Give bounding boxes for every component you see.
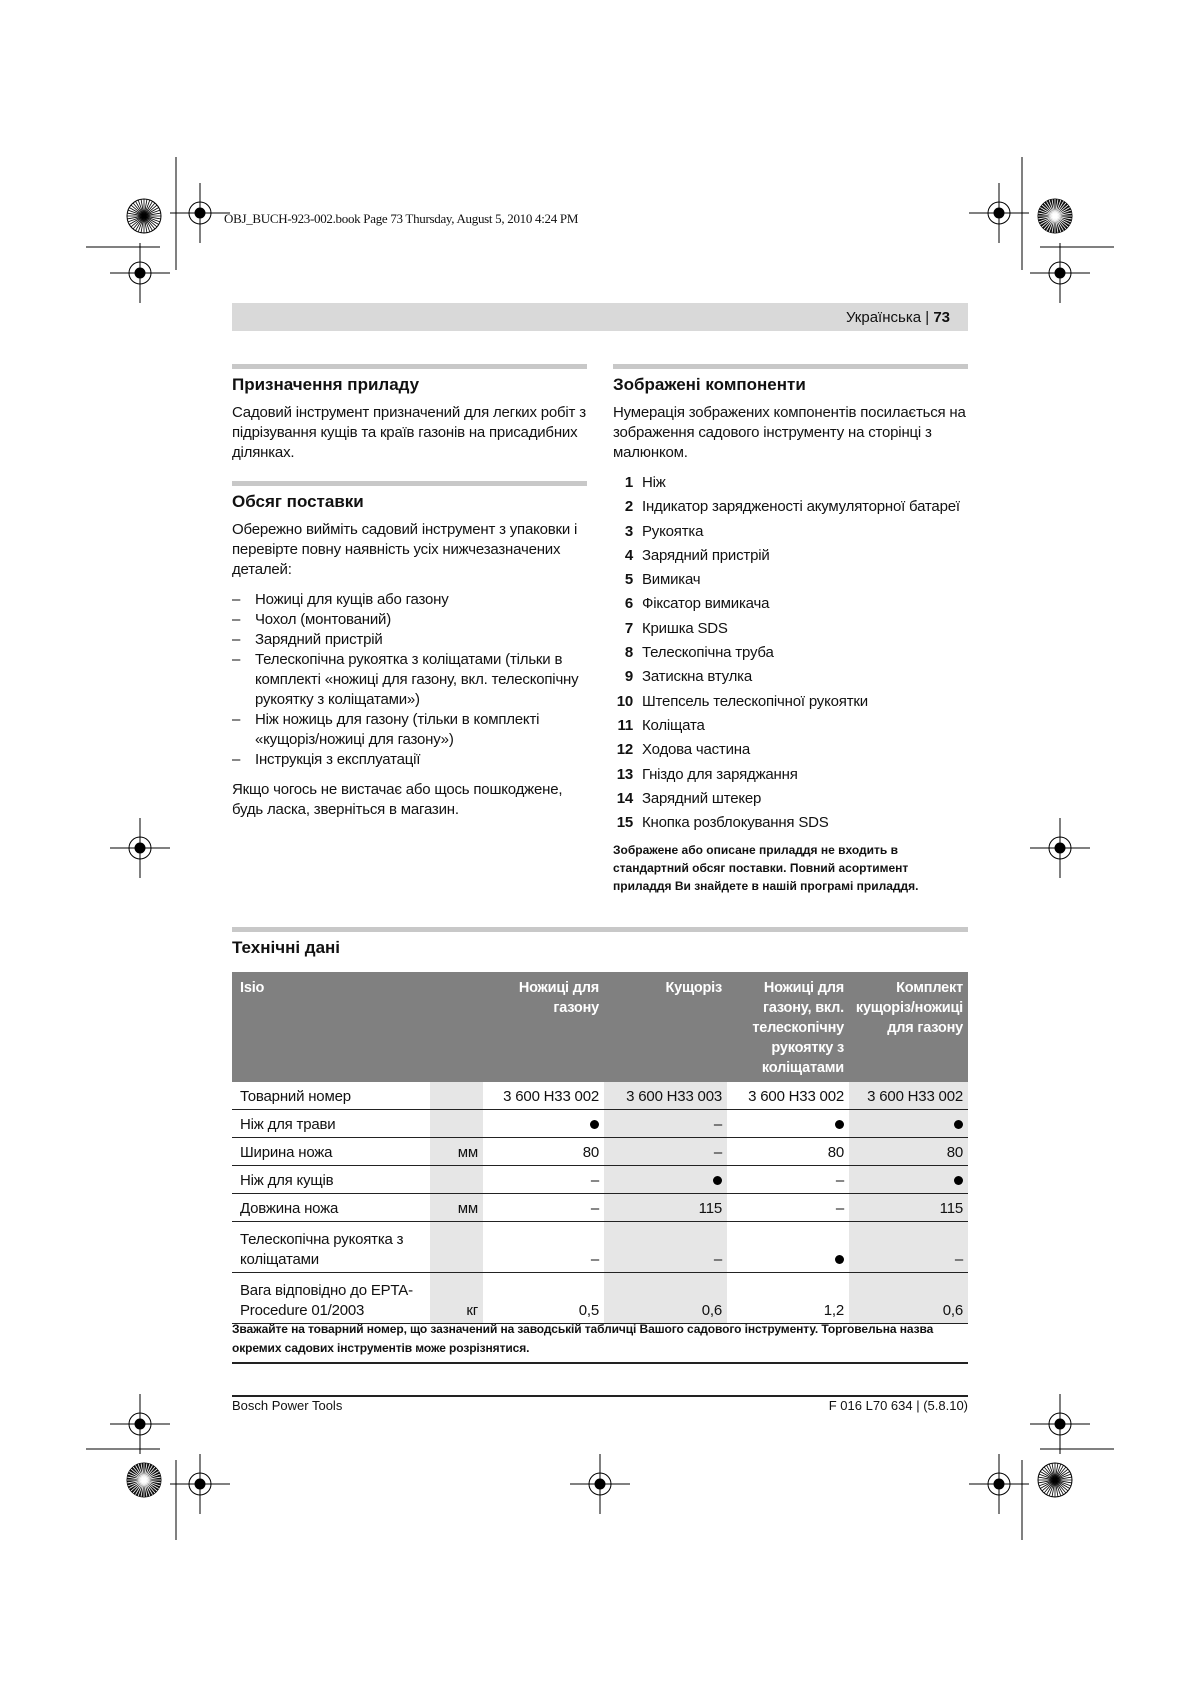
component-item — [613, 643, 968, 663]
delivery-heading: Обсяг поставки — [232, 492, 364, 511]
bullet-icon — [954, 1176, 963, 1185]
component-number: 3 — [624, 522, 633, 540]
component-item — [613, 789, 968, 809]
star-target-icon — [1038, 199, 1072, 233]
component-number: 2 — [624, 498, 633, 516]
row-value: – — [483, 1166, 604, 1194]
row-label: Вага відповідно до EPTA-Procedure 01/2003 — [232, 1273, 430, 1324]
component-label: Зарядний пристрій — [642, 546, 770, 564]
component-label: Рукоятка — [642, 522, 704, 540]
row-value: – — [849, 1222, 968, 1273]
component-label: Штепсель телескопічної рукоятки — [642, 692, 868, 710]
included-dot — [727, 1222, 849, 1273]
component-number: 5 — [624, 571, 633, 589]
row-value: 3 600 H33 002 — [849, 1082, 968, 1110]
row-unit — [430, 1166, 483, 1194]
component-item — [613, 546, 968, 566]
crosshair-mark-icon — [110, 818, 170, 878]
row-unit — [430, 1222, 483, 1273]
component-number: 9 — [624, 668, 633, 686]
component-item — [613, 497, 968, 517]
component-item — [613, 740, 968, 760]
component-item — [613, 594, 968, 614]
crosshair-mark-icon — [969, 1454, 1029, 1514]
bullet-icon — [835, 1120, 844, 1129]
component-number: 10 — [616, 692, 633, 710]
crosshair-mark-icon — [170, 1454, 230, 1514]
crosshair-mark-icon — [969, 183, 1029, 243]
page-header-bar — [232, 303, 968, 331]
left-column — [232, 364, 587, 830]
delivery-outro: Якщо чогось не вистачає або щось пошкоджене, будь ласка, зверніться в магазин. — [232, 781, 563, 818]
table-row — [232, 1082, 968, 1110]
component-number: 6 — [624, 595, 633, 613]
tech-section — [232, 927, 968, 966]
print-slug: OBJ_BUCH-923-002.book Page 73 Thursday, August 5, 2010 4:24 PM — [224, 211, 579, 226]
row-label: Ніж для трави — [232, 1110, 430, 1138]
page-number: 73 — [933, 309, 950, 326]
crosshair-mark-icon — [170, 183, 230, 243]
component-label: Телескопічна труба — [642, 644, 774, 662]
row-label: Ніж для кущів — [232, 1166, 430, 1194]
row-unit: мм — [430, 1138, 483, 1166]
footer-divider — [232, 1395, 968, 1397]
table-row — [232, 1222, 968, 1273]
row-label: Телескопічна рукоятка з коліщатами — [232, 1222, 430, 1273]
section-divider — [613, 364, 968, 369]
delivery-list — [232, 590, 587, 770]
table-header-cell: Ножиці для газону, вкл. телескопічну рукоятку з коліщатами — [727, 972, 849, 1082]
included-dot — [604, 1166, 727, 1194]
table-header-cell: Ножиці для газону — [483, 972, 604, 1082]
delivery-item: – Телескопічна рукоятка з коліщатами (тільки в комплекті «ножиці для газону, вкл. телескопічну рукоятку з коліщатами») — [232, 650, 587, 710]
crosshair-mark-icon — [1030, 818, 1090, 878]
table-header-cell — [430, 972, 483, 1082]
delivery-item: – Зарядний пристрій — [232, 630, 587, 650]
right-column — [613, 364, 968, 895]
section-divider — [232, 927, 968, 932]
components-intro: Нумерація зображених компонентів посилається на зображення садового інструменту на сторінці з малюнком. — [613, 404, 966, 461]
row-unit: мм — [430, 1194, 483, 1222]
header-separator: | — [925, 309, 930, 326]
section-divider — [232, 364, 587, 369]
component-label: Індикатор зарядженості акумуляторної батареї — [642, 498, 960, 516]
component-label: Ніж — [642, 474, 666, 491]
component-label: Коліщата — [642, 716, 705, 734]
row-value: 3 600 H33 003 — [604, 1082, 727, 1110]
component-label: Кришка SDS — [642, 619, 728, 637]
component-item — [613, 813, 968, 833]
bullet-icon — [590, 1120, 599, 1129]
table-footnote: Зважайте на товарний номер, що зазначений на заводській табличці Вашого садового інструменту. Торговельна назва окремих садових інструментів може розрізнятися. — [232, 1320, 968, 1364]
table-row — [232, 1273, 968, 1324]
component-number: 14 — [616, 789, 633, 807]
delivery-item: – Ножиці для кущів або газону — [232, 590, 587, 610]
component-item — [613, 667, 968, 687]
star-target-icon — [1038, 1463, 1072, 1497]
included-dot — [849, 1166, 968, 1194]
component-item — [613, 570, 968, 590]
footer-doc-number: F 016 L70 634 | (5.8.10) — [828, 1398, 968, 1413]
component-item — [613, 473, 968, 493]
delivery-intro: Обережно вийміть садовий інструмент з упаковки і перевірте повну наявність усіх нижчезазначених деталей: — [232, 521, 578, 578]
row-value: 115 — [849, 1194, 968, 1222]
component-item — [613, 522, 968, 542]
purpose-text: Садовий інструмент призначений для легких робіт з підрізування кущів та країв газонів на присадибних ділянках. — [232, 404, 586, 461]
row-label: Товарний номер — [232, 1082, 430, 1110]
row-unit — [430, 1110, 483, 1138]
bullet-icon — [954, 1120, 963, 1129]
component-label: Вимикач — [642, 571, 701, 589]
row-value: – — [604, 1138, 727, 1166]
crosshair-mark-icon — [110, 1394, 170, 1454]
included-dot — [483, 1110, 604, 1138]
tech-data-table — [232, 972, 968, 1324]
crosshair-mark-icon — [1030, 1394, 1090, 1454]
component-number: 15 — [616, 814, 633, 832]
component-number: 1 — [624, 474, 633, 491]
row-value: 0,5 — [483, 1273, 604, 1324]
table-header-cell: Комплект кущоріз/ножиці для газону — [849, 972, 968, 1082]
component-label: Зарядний штекер — [642, 789, 762, 807]
component-label: Затискна втулка — [642, 668, 753, 686]
header-language: Українська — [845, 309, 922, 326]
row-value: 3 600 H33 002 — [727, 1082, 849, 1110]
row-value: 80 — [483, 1138, 604, 1166]
included-dot — [727, 1110, 849, 1138]
crosshair-mark-icon — [570, 1454, 630, 1514]
crosshair-mark-icon — [110, 243, 170, 303]
star-target-icon — [127, 199, 161, 233]
row-unit: кг — [430, 1273, 483, 1324]
components-list — [613, 473, 968, 833]
component-label: Фіксатор вимикача — [642, 595, 770, 613]
row-value: – — [604, 1110, 727, 1138]
tech-heading: Технічні дані — [232, 938, 341, 957]
component-number: 4 — [624, 546, 633, 564]
component-number: 7 — [624, 619, 633, 637]
footer-brand: Bosch Power Tools — [232, 1398, 343, 1413]
row-value: 80 — [727, 1138, 849, 1166]
row-label: Довжина ножа — [232, 1194, 430, 1222]
section-divider — [232, 481, 587, 486]
row-value: 1,2 — [727, 1273, 849, 1324]
component-item — [613, 765, 968, 785]
component-number: 12 — [616, 741, 633, 759]
component-label: Ходова частина — [642, 741, 750, 759]
component-number: 11 — [617, 716, 633, 734]
table-row — [232, 1138, 968, 1166]
row-value: – — [727, 1194, 849, 1222]
row-value: – — [483, 1222, 604, 1273]
component-number: 8 — [624, 644, 633, 662]
row-value: – — [483, 1194, 604, 1222]
row-value: 80 — [849, 1138, 968, 1166]
row-value: – — [604, 1222, 727, 1273]
components-heading: Зображені компоненти — [613, 375, 806, 394]
component-number: 13 — [616, 765, 633, 783]
component-item — [613, 692, 968, 712]
table-header-cell: Кущоріз — [604, 972, 727, 1082]
crosshair-mark-icon — [1030, 243, 1090, 303]
bullet-icon — [835, 1255, 844, 1264]
row-unit — [430, 1082, 483, 1110]
table-header-row — [232, 972, 968, 1082]
row-value: 0,6 — [604, 1273, 727, 1324]
row-value: 3 600 H33 002 — [483, 1082, 604, 1110]
table-row — [232, 1194, 968, 1222]
component-item — [613, 619, 968, 639]
component-label: Кнопка розблокування SDS — [642, 814, 829, 832]
delivery-item: – Інструкція з експлуатації — [232, 750, 587, 770]
bullet-icon — [713, 1176, 722, 1185]
delivery-item: – Ніж ножиць для газону (тільки в комплекті «кущоріз/ножиці для газону») — [232, 710, 587, 750]
included-dot — [849, 1110, 968, 1138]
table-row — [232, 1110, 968, 1138]
purpose-heading: Призначення приладу — [232, 375, 420, 394]
row-value: 0,6 — [849, 1273, 968, 1324]
row-value: – — [727, 1166, 849, 1194]
component-label: Гніздо для заряджання — [642, 765, 798, 783]
component-item — [613, 716, 968, 736]
star-target-icon — [127, 1463, 161, 1497]
table-row — [232, 1166, 968, 1194]
delivery-item: – Чохол (монтований) — [232, 610, 587, 630]
accessories-note: Зображене або описане приладдя не входить в стандартний обсяг поставки. Повний асортимент приладдя Ви знайдете в нашій програмі приладдя. — [613, 843, 919, 894]
row-value: 115 — [604, 1194, 727, 1222]
table-header-cell: Isio — [232, 972, 430, 1082]
row-label: Ширина ножа — [232, 1138, 430, 1166]
